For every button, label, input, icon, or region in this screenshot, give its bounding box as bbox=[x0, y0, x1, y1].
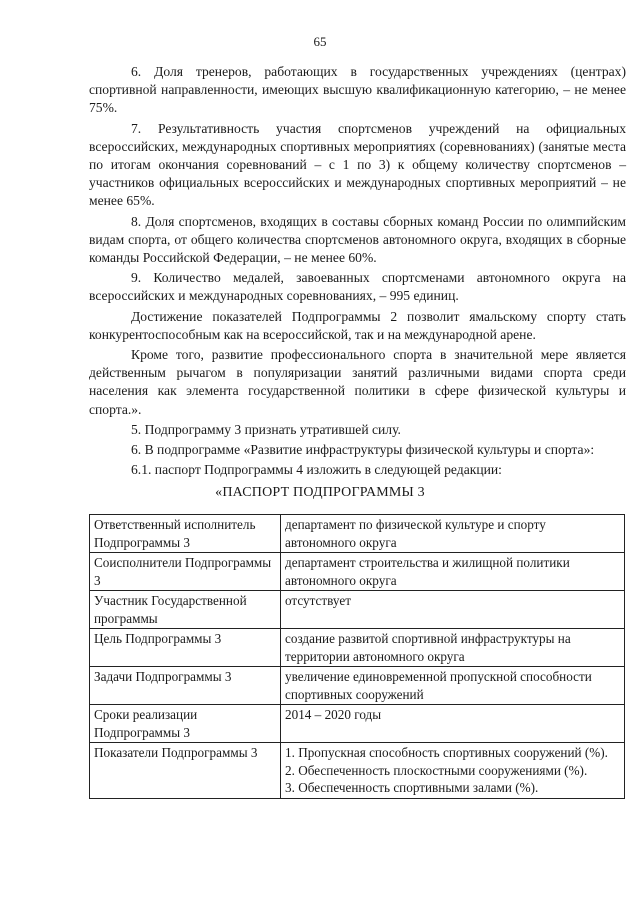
row-label-indicators: Показатели Подпрограммы 3 bbox=[90, 743, 281, 799]
paragraph-professional-sport: Кроме того, развитие профессионального спорта в значительной мере является действенным рычагом в популяризации занятий различными видами спорта среди населения как элемента государственной политики в сфере физической культуры и спорта.». bbox=[89, 347, 626, 417]
page-number: 65 bbox=[313, 34, 327, 49]
row-value-timeline: 2014 – 2020 годы bbox=[281, 705, 625, 743]
row-label-participant: Участник Государственной программы bbox=[90, 591, 281, 629]
row-value-co-executors: департамент строительства и жилищной политики автономного округа bbox=[281, 553, 625, 591]
table-row bbox=[90, 705, 625, 743]
row-label-responsible: Ответственный исполнитель Подпрограммы 3 bbox=[90, 515, 281, 553]
paragraph-passport-intro: 6.1. паспорт Подпрограммы 4 изложить в следующей редакции: bbox=[131, 462, 502, 478]
table-row bbox=[90, 515, 625, 553]
row-value-responsible: департамент по физической культуре и спорту автономного округа bbox=[281, 515, 625, 553]
row-label-timeline: Сроки реализации Подпрограммы 3 bbox=[90, 705, 281, 743]
paragraph-achievement: Достижение показателей Подпрограммы 2 позволит ямальскому спорту стать конкурентоспособным как на всероссийской, так и на международной арене. bbox=[89, 308, 626, 342]
row-value-tasks: увеличение единовременной пропускной способности спортивных сооружений bbox=[281, 667, 625, 705]
passport-table bbox=[89, 514, 625, 799]
indicator-item: 1. Пропускная способность спортивных сооружений (%). bbox=[285, 745, 608, 760]
paragraph-item-7: 7. Результативность участия спортсменов учреждений на официальных всероссийских, международных спортивных мероприятиях (соревнованиях) (занятые места по итогам окончания соревнований – с 1 по 3) к общему количеству спортсменов – участников официальных всероссийских и международных спортивных мероприятий – не менее 65%. bbox=[89, 120, 626, 209]
paragraph-item-8: 8. Доля спортсменов, входящих в составы сборных команд России по олимпийским видам спорта, от общего количества спортсменов автономного округа, входящих в сборные команды Российской Федерации, – не менее 60%. bbox=[89, 213, 626, 266]
row-value-participant: отсутствует bbox=[281, 591, 625, 629]
indicator-item: 2. Обеспеченность плоскостными сооружениями (%). bbox=[285, 762, 588, 778]
passport-title: «ПАСПОРТ ПОДПРОГРАММЫ 3 bbox=[215, 485, 425, 500]
row-value-goal: создание развитой спортивной инфраструктуры на территории автономного округа bbox=[281, 629, 625, 667]
paragraph-subprogram-3-void: 5. Подпрограмму 3 признать утратившей силу. bbox=[131, 421, 401, 437]
row-label-tasks: Задачи Подпрограммы 3 bbox=[90, 667, 281, 705]
row-value-indicators bbox=[281, 743, 625, 799]
row-label-co-executors: Соисполнители Подпрограммы 3 bbox=[90, 553, 281, 591]
body-text bbox=[89, 63, 626, 481]
table-row bbox=[90, 629, 625, 667]
paragraph-item-6: 6. Доля тренеров, работающих в государственных учреждениях (центрах) спортивной направленности, имеющих высшую квалификационную категорию, – не менее 75%. bbox=[89, 64, 626, 116]
row-label-goal: Цель Подпрограммы 3 bbox=[90, 629, 281, 667]
table-row bbox=[90, 667, 625, 705]
indicator-item: 3. Обеспеченность спортивными залами (%). bbox=[285, 780, 539, 795]
paragraph-infrastructure: 6. В подпрограмме «Развитие инфраструктуры физической культуры и спорта»: bbox=[131, 442, 595, 458]
paragraph-item-9: 9. Количество медалей, завоеванных спортсменами автономного округа на всероссийских и международных соревнованиях, – 995 единиц. bbox=[89, 270, 626, 304]
table-row bbox=[90, 553, 625, 591]
table-row bbox=[90, 743, 625, 799]
table-row bbox=[90, 591, 625, 629]
